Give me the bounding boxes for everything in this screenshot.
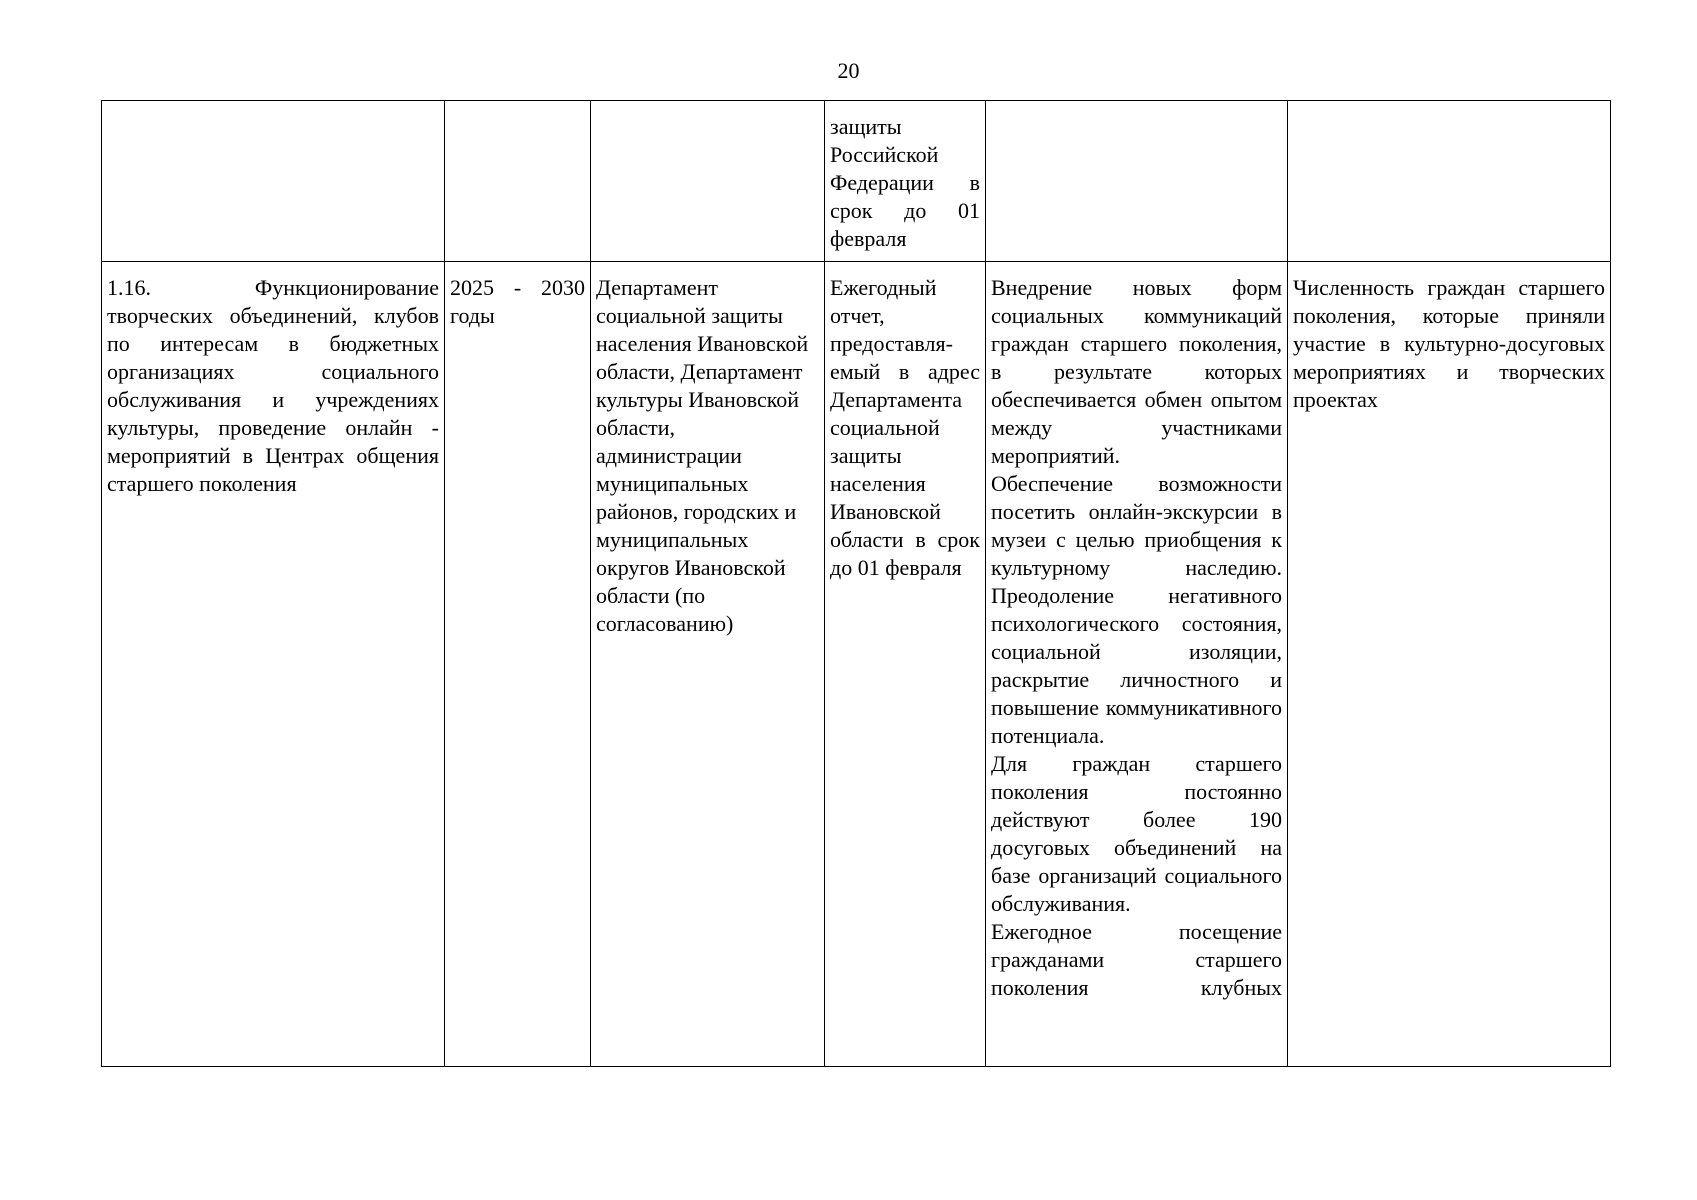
cell-reporting-cont: защиты Российской Федерации в срок до 01 февраля — [825, 101, 986, 262]
cell-executors-cont — [591, 101, 825, 262]
cell-result-cont — [986, 101, 1288, 262]
cell-indicator: Численность граждан старшего поколения, которые приняли участие в культурно-досуговых мероприятиях и творческих проектах — [1288, 262, 1611, 1067]
cell-executors: Департамент социальной защиты населения Ивановской области, Департамент культуры Ивановской области, администрации муниципальных районов, городских и муниципальных округов Ивановской области (по согласованию) — [591, 262, 825, 1067]
result-paragraph: Для граждан старшего поколения постоянно действуют более 190 досуговых объединений на базе организаций социального обслуживания. — [991, 751, 1282, 916]
cell-result — [986, 262, 1288, 1067]
table-row-1-16 — [102, 262, 1611, 1067]
result-paragraph: Обеспечение возможности посетить онлайн-экскурсии в музеи с целью приобщения к культурному наследию. Преодоление негативного психологического состояния, социальной изоляции, раскрытие личностного и повышение коммуникативного потенциала. — [991, 471, 1282, 748]
cell-period: 2025 - 2030 годы — [445, 262, 591, 1067]
cell-reporting: Ежегодный отчет, предоставля-емый в адрес Департамента социальной защиты населения Ивановской области в срок до 01 февраля — [825, 262, 986, 1067]
cell-indicator-cont — [1288, 101, 1611, 262]
result-paragraph: Ежегодное посещение гражданами старшего поколения клубных — [991, 919, 1282, 1000]
cell-period-cont — [445, 101, 591, 262]
result-paragraph: Внедрение новых форм социальных коммуникаций граждан старшего поколения, в результате которых обеспечивается обмен опытом между участниками мероприятий. — [991, 275, 1282, 468]
measures-table — [101, 100, 1611, 1067]
table-row-continuation — [102, 101, 1611, 262]
page-number: 20 — [837, 58, 860, 83]
cell-measure: 1.16. Функционирование творческих объединений, клубов по интересам в бюджетных организациях социального обслуживания и учреждениях культуры, проведение онлайн - мероприятий в Центрах общения старшего поколения — [102, 262, 445, 1067]
cell-measure-cont — [102, 101, 445, 262]
